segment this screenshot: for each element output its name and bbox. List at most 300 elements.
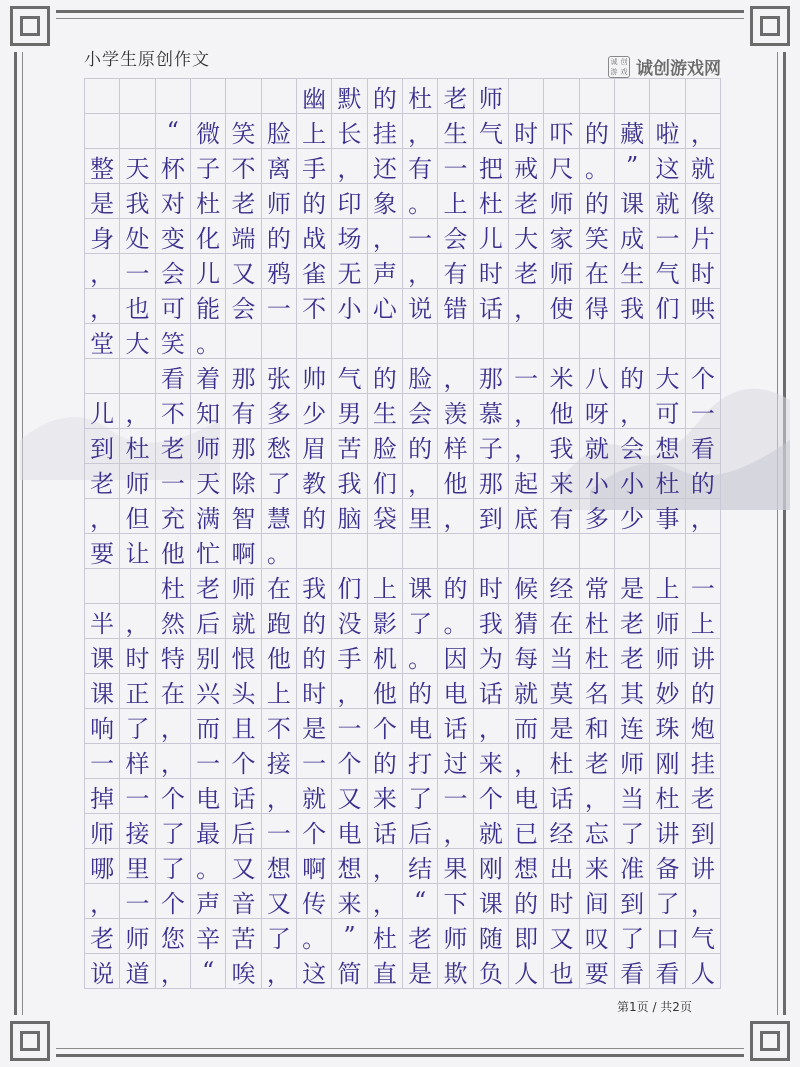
grid-cell xyxy=(191,79,226,114)
grid-cell: 头 xyxy=(226,674,261,709)
grid-cell: 羡 xyxy=(438,394,473,429)
grid-cell: 了 xyxy=(615,814,650,849)
grid-cell xyxy=(85,114,120,149)
grid-cell: ， xyxy=(403,114,438,149)
grid-cell: 后 xyxy=(226,814,261,849)
grid-cell: 一 xyxy=(120,254,155,289)
grid-cell: 的 xyxy=(368,744,403,779)
grid-cell: 了 xyxy=(156,849,191,884)
grid-cell: 每 xyxy=(509,639,544,674)
grid-cell: 掉 xyxy=(85,779,120,814)
grid-cell: 小 xyxy=(615,464,650,499)
grid-cell: 忘 xyxy=(580,814,615,849)
grid-cell: ， xyxy=(262,779,297,814)
grid-cell: 电 xyxy=(191,779,226,814)
grid-cell: 又 xyxy=(226,254,261,289)
grid-cell: 儿 xyxy=(191,254,226,289)
grid-cell: 大 xyxy=(509,219,544,254)
grid-cell: 准 xyxy=(615,849,650,884)
grid-cell xyxy=(580,324,615,359)
grid-cell: 脸 xyxy=(403,359,438,394)
grid-cell xyxy=(474,324,509,359)
grid-cell: 儿 xyxy=(85,394,120,429)
grid-cell: 片 xyxy=(686,219,721,254)
grid-cell: 看 xyxy=(686,429,721,464)
grid-cell: 那 xyxy=(474,359,509,394)
grid-cell: 影 xyxy=(368,604,403,639)
grid-cell: 师 xyxy=(438,919,473,954)
grid-cell: 的 xyxy=(438,569,473,604)
grid-cell xyxy=(686,534,721,569)
grid-cell: 打 xyxy=(403,744,438,779)
grid-cell: 一 xyxy=(262,289,297,324)
grid-cell xyxy=(615,324,650,359)
grid-cell: 一 xyxy=(191,744,226,779)
grid-cell: 张 xyxy=(262,359,297,394)
grid-cell: 我 xyxy=(615,289,650,324)
grid-cell: 哪 xyxy=(85,849,120,884)
grid-cell: 的 xyxy=(297,639,332,674)
grid-cell: 是 xyxy=(85,184,120,219)
grid-cell: 看 xyxy=(615,954,650,989)
grid-cell: 一 xyxy=(297,744,332,779)
grid-cell: 想 xyxy=(262,849,297,884)
grid-cell: 男 xyxy=(332,394,367,429)
grid-cell: 其 xyxy=(615,674,650,709)
grid-cell: 那 xyxy=(226,359,261,394)
grid-cell: 他 xyxy=(368,674,403,709)
grid-cell: 一 xyxy=(403,219,438,254)
grid-cell: 天 xyxy=(120,149,155,184)
grid-cell: 可 xyxy=(650,394,685,429)
grid-cell: 一 xyxy=(509,359,544,394)
grid-cell: ， xyxy=(403,254,438,289)
grid-cell: 帅 xyxy=(297,359,332,394)
grid-cell: 后 xyxy=(403,814,438,849)
grid-cell: 杜 xyxy=(544,744,579,779)
grid-cell: 他 xyxy=(156,534,191,569)
grid-cell: 和 xyxy=(580,709,615,744)
grid-cell: 天 xyxy=(191,464,226,499)
grid-cell: 堂 xyxy=(85,324,120,359)
grid-cell: ， xyxy=(438,359,473,394)
grid-cell xyxy=(120,569,155,604)
grid-cell: 炮 xyxy=(686,709,721,744)
grid-cell: 。 xyxy=(297,919,332,954)
grid-cell: 上 xyxy=(297,114,332,149)
grid-cell: 音 xyxy=(226,884,261,919)
grid-cell xyxy=(438,324,473,359)
corner-ornament-bottom-left xyxy=(4,1015,56,1067)
grid-cell: 一 xyxy=(686,569,721,604)
grid-cell: 没 xyxy=(332,604,367,639)
grid-cell: 师 xyxy=(85,814,120,849)
grid-cell: 的 xyxy=(403,674,438,709)
grid-cell: 的 xyxy=(686,674,721,709)
grid-cell: 他 xyxy=(262,639,297,674)
grid-cell: 师 xyxy=(650,639,685,674)
grid-cell: 看 xyxy=(156,359,191,394)
grid-cell: 多 xyxy=(262,394,297,429)
grid-cell: 了 xyxy=(156,814,191,849)
grid-cell: 师 xyxy=(650,604,685,639)
grid-cell: 是 xyxy=(544,709,579,744)
grid-cell: 有 xyxy=(438,254,473,289)
grid-cell: 的 xyxy=(686,464,721,499)
grid-cell: 声 xyxy=(191,884,226,919)
grid-cell: 就 xyxy=(650,184,685,219)
grid-cell xyxy=(650,324,685,359)
grid-cell: 慧 xyxy=(262,499,297,534)
corner-ornament-top-right xyxy=(744,0,796,52)
grid-cell: 来 xyxy=(474,744,509,779)
grid-cell: 战 xyxy=(297,219,332,254)
grid-cell: 来 xyxy=(544,464,579,499)
grid-cell: 唉 xyxy=(226,954,261,989)
grid-cell: 然 xyxy=(156,604,191,639)
grid-cell: 哄 xyxy=(686,289,721,324)
grid-cell xyxy=(544,79,579,114)
grid-cell: 生 xyxy=(438,114,473,149)
grid-cell: ， xyxy=(156,744,191,779)
grid-cell: 老 xyxy=(226,184,261,219)
grid-cell: 他 xyxy=(544,394,579,429)
grid-cell: 使 xyxy=(544,289,579,324)
grid-cell: 在 xyxy=(156,674,191,709)
grid-cell: 我 xyxy=(544,429,579,464)
grid-cell: ， xyxy=(85,289,120,324)
grid-cell xyxy=(474,534,509,569)
grid-cell: 经 xyxy=(544,569,579,604)
grid-cell: 课 xyxy=(615,184,650,219)
grid-cell: ， xyxy=(156,954,191,989)
grid-cell: 整 xyxy=(85,149,120,184)
grid-cell: 老 xyxy=(509,254,544,289)
grid-cell: 上 xyxy=(368,569,403,604)
grid-cell: 藏 xyxy=(615,114,650,149)
grid-cell: 候 xyxy=(509,569,544,604)
grid-cell: 机 xyxy=(368,639,403,674)
grid-cell: 心 xyxy=(368,289,403,324)
grid-cell: ， xyxy=(509,429,544,464)
corner-ornament-top-left xyxy=(4,0,56,52)
grid-cell: 备 xyxy=(650,849,685,884)
grid-cell: 已 xyxy=(509,814,544,849)
grid-cell: 杜 xyxy=(120,429,155,464)
grid-cell: 像 xyxy=(686,184,721,219)
grid-cell: 气 xyxy=(332,359,367,394)
grid-cell: 我 xyxy=(297,569,332,604)
grid-cell: 上 xyxy=(438,184,473,219)
grid-cell: 们 xyxy=(650,289,685,324)
grid-cell: 米 xyxy=(544,359,579,394)
grid-cell: 老 xyxy=(686,779,721,814)
grid-cell: 会 xyxy=(156,254,191,289)
grid-cell: 八 xyxy=(580,359,615,394)
grid-cell xyxy=(85,79,120,114)
grid-cell xyxy=(403,324,438,359)
grid-cell: 一 xyxy=(332,709,367,744)
grid-cell: 忙 xyxy=(191,534,226,569)
grid-cell: 笑 xyxy=(226,114,261,149)
grid-cell xyxy=(650,534,685,569)
grid-cell: 上 xyxy=(650,569,685,604)
grid-cell: 样 xyxy=(120,744,155,779)
grid-cell: 一 xyxy=(156,464,191,499)
grid-cell: 来 xyxy=(332,884,367,919)
grid-cell xyxy=(85,569,120,604)
grid-cell: 的 xyxy=(297,604,332,639)
grid-cell: 不 xyxy=(156,394,191,429)
grid-cell: 话 xyxy=(438,709,473,744)
grid-cell: 老 xyxy=(85,464,120,499)
grid-cell: 个 xyxy=(226,744,261,779)
grid-cell: 过 xyxy=(438,744,473,779)
grid-cell: 想 xyxy=(332,849,367,884)
grid-cell: ， xyxy=(580,779,615,814)
grid-cell: ， xyxy=(85,499,120,534)
grid-cell: 一 xyxy=(438,779,473,814)
grid-cell: ， xyxy=(85,254,120,289)
grid-cell: 话 xyxy=(474,289,509,324)
grid-cell xyxy=(262,79,297,114)
grid-cell: 时 xyxy=(120,639,155,674)
grid-cell: 我 xyxy=(120,184,155,219)
grid-cell xyxy=(120,79,155,114)
grid-cell: 接 xyxy=(120,814,155,849)
grid-cell xyxy=(226,324,261,359)
grid-cell: 让 xyxy=(120,534,155,569)
grid-cell: 象 xyxy=(368,184,403,219)
grid-cell: 多 xyxy=(580,499,615,534)
watermark-logo-icon: 诚 创 游 戏 xyxy=(608,56,630,78)
grid-cell: 就 xyxy=(474,814,509,849)
grid-cell: 少 xyxy=(297,394,332,429)
grid-cell: 挂 xyxy=(368,114,403,149)
grid-cell xyxy=(297,324,332,359)
grid-cell: 就 xyxy=(509,674,544,709)
grid-cell: 常 xyxy=(580,569,615,604)
grid-cell: 杜 xyxy=(650,779,685,814)
grid-cell: ， xyxy=(156,709,191,744)
grid-cell: 刚 xyxy=(474,849,509,884)
grid-cell: 杜 xyxy=(191,184,226,219)
grid-cell: 老 xyxy=(615,604,650,639)
grid-cell: ， xyxy=(686,499,721,534)
grid-cell: 也 xyxy=(120,289,155,324)
grid-cell: 个 xyxy=(156,884,191,919)
grid-cell: 讲 xyxy=(686,639,721,674)
grid-cell: 一 xyxy=(438,149,473,184)
grid-cell: 化 xyxy=(191,219,226,254)
grid-cell: 对 xyxy=(156,184,191,219)
grid-cell: 口 xyxy=(650,919,685,954)
grid-cell: 起 xyxy=(509,464,544,499)
grid-cell: 到 xyxy=(474,499,509,534)
grid-cell: ， xyxy=(332,149,367,184)
grid-cell: 小 xyxy=(332,289,367,324)
grid-cell: 莫 xyxy=(544,674,579,709)
grid-cell: ， xyxy=(686,114,721,149)
grid-cell: 下 xyxy=(438,884,473,919)
grid-cell: 呀 xyxy=(580,394,615,429)
grid-cell: 眉 xyxy=(297,429,332,464)
grid-cell: 话 xyxy=(544,779,579,814)
grid-cell: 师 xyxy=(120,464,155,499)
grid-cell: 的 xyxy=(580,114,615,149)
grid-cell xyxy=(332,324,367,359)
grid-cell: 负 xyxy=(474,954,509,989)
grid-cell: 尺 xyxy=(544,149,579,184)
grid-cell: 家 xyxy=(544,219,579,254)
grid-cell: 场 xyxy=(332,219,367,254)
grid-cell: ， xyxy=(85,884,120,919)
grid-cell: 杜 xyxy=(580,604,615,639)
grid-cell: 刚 xyxy=(650,744,685,779)
grid-cell: 的 xyxy=(297,499,332,534)
grid-cell: 的 xyxy=(403,429,438,464)
grid-cell: 吓 xyxy=(544,114,579,149)
grid-cell: 电 xyxy=(509,779,544,814)
grid-cell: 错 xyxy=(438,289,473,324)
grid-cell: 智 xyxy=(226,499,261,534)
grid-cell: 不 xyxy=(297,289,332,324)
grid-cell: 了 xyxy=(615,919,650,954)
grid-cell: 少 xyxy=(615,499,650,534)
grid-cell: 半 xyxy=(85,604,120,639)
grid-cell: 杜 xyxy=(403,79,438,114)
grid-cell: 来 xyxy=(580,849,615,884)
grid-cell: 大 xyxy=(650,359,685,394)
grid-cell: 猜 xyxy=(509,604,544,639)
page-title: 小学生原创作文 xyxy=(84,50,210,70)
grid-cell: 这 xyxy=(297,954,332,989)
grid-cell: 名 xyxy=(580,674,615,709)
grid-cell: 雀 xyxy=(297,254,332,289)
grid-cell: 愁 xyxy=(262,429,297,464)
grid-cell: 时 xyxy=(297,674,332,709)
grid-cell xyxy=(509,534,544,569)
grid-cell: 成 xyxy=(615,219,650,254)
grid-cell: 后 xyxy=(191,604,226,639)
grid-cell: 妙 xyxy=(650,674,685,709)
grid-cell: 老 xyxy=(156,429,191,464)
grid-cell: 叹 xyxy=(580,919,615,954)
grid-cell: 端 xyxy=(226,219,261,254)
grid-cell: 。 xyxy=(403,184,438,219)
grid-cell: 里 xyxy=(120,849,155,884)
grid-cell: ， xyxy=(615,394,650,429)
grid-cell xyxy=(580,534,615,569)
grid-cell: 不 xyxy=(262,709,297,744)
grid-cell: 直 xyxy=(368,954,403,989)
grid-cell: 来 xyxy=(368,779,403,814)
grid-cell xyxy=(509,324,544,359)
grid-cell: 而 xyxy=(509,709,544,744)
grid-cell: 我 xyxy=(332,464,367,499)
grid-cell: 老 xyxy=(580,744,615,779)
grid-cell: 杜 xyxy=(580,639,615,674)
grid-cell: 的 xyxy=(368,359,403,394)
grid-cell: 了 xyxy=(403,604,438,639)
grid-cell: 在 xyxy=(580,254,615,289)
grid-cell: 一 xyxy=(120,884,155,919)
grid-cell: 出 xyxy=(544,849,579,884)
grid-cell: 身 xyxy=(85,219,120,254)
grid-cell: 手 xyxy=(297,149,332,184)
grid-cell: 想 xyxy=(509,849,544,884)
grid-cell: 看 xyxy=(650,954,685,989)
grid-cell: 一 xyxy=(85,744,120,779)
grid-cell: 老 xyxy=(85,919,120,954)
grid-cell: 当 xyxy=(544,639,579,674)
grid-cell: 果 xyxy=(438,849,473,884)
grid-cell: 他 xyxy=(438,464,473,499)
grid-cell: ， xyxy=(120,394,155,429)
grid-cell: 个 xyxy=(368,709,403,744)
grid-cell: 。 xyxy=(191,324,226,359)
grid-cell: 子 xyxy=(191,149,226,184)
grid-cell: 了 xyxy=(403,779,438,814)
grid-cell xyxy=(120,359,155,394)
grid-cell: 气 xyxy=(650,254,685,289)
grid-cell: 的 xyxy=(580,184,615,219)
grid-cell: 个 xyxy=(332,744,367,779)
grid-cell xyxy=(650,79,685,114)
grid-cell: 可 xyxy=(156,289,191,324)
grid-cell: 道 xyxy=(120,954,155,989)
grid-cell: 生 xyxy=(368,394,403,429)
grid-cell: 充 xyxy=(156,499,191,534)
grid-cell: 您 xyxy=(156,919,191,954)
grid-cell: 着 xyxy=(191,359,226,394)
grid-cell: 教 xyxy=(297,464,332,499)
grid-cell: 的 xyxy=(368,79,403,114)
grid-cell: 也 xyxy=(544,954,579,989)
grid-cell: 辛 xyxy=(191,919,226,954)
grid-cell: ， xyxy=(686,884,721,919)
grid-cell: 里 xyxy=(403,499,438,534)
grid-cell: 师 xyxy=(615,744,650,779)
grid-cell: 师 xyxy=(544,184,579,219)
grid-cell: 个 xyxy=(474,779,509,814)
grid-cell: 慕 xyxy=(474,394,509,429)
grid-cell: 啦 xyxy=(650,114,685,149)
grid-cell: 又 xyxy=(332,779,367,814)
grid-cell: 师 xyxy=(544,254,579,289)
grid-cell: 能 xyxy=(191,289,226,324)
grid-cell: 电 xyxy=(438,674,473,709)
grid-cell: 在 xyxy=(262,569,297,604)
grid-cell xyxy=(686,324,721,359)
grid-cell: 经 xyxy=(544,814,579,849)
grid-cell: 但 xyxy=(120,499,155,534)
grid-cell: 得 xyxy=(580,289,615,324)
grid-cell: 是 xyxy=(615,569,650,604)
grid-cell: 老 xyxy=(403,919,438,954)
grid-cell: 会 xyxy=(615,429,650,464)
grid-cell: 小 xyxy=(580,464,615,499)
grid-cell: 。 xyxy=(262,534,297,569)
grid-cell: 又 xyxy=(226,849,261,884)
grid-cell: 除 xyxy=(226,464,261,499)
grid-cell: 兴 xyxy=(191,674,226,709)
grid-cell: 我 xyxy=(474,604,509,639)
grid-cell: ， xyxy=(509,289,544,324)
grid-cell xyxy=(615,79,650,114)
grid-cell: 的 xyxy=(262,219,297,254)
grid-cell: 要 xyxy=(580,954,615,989)
